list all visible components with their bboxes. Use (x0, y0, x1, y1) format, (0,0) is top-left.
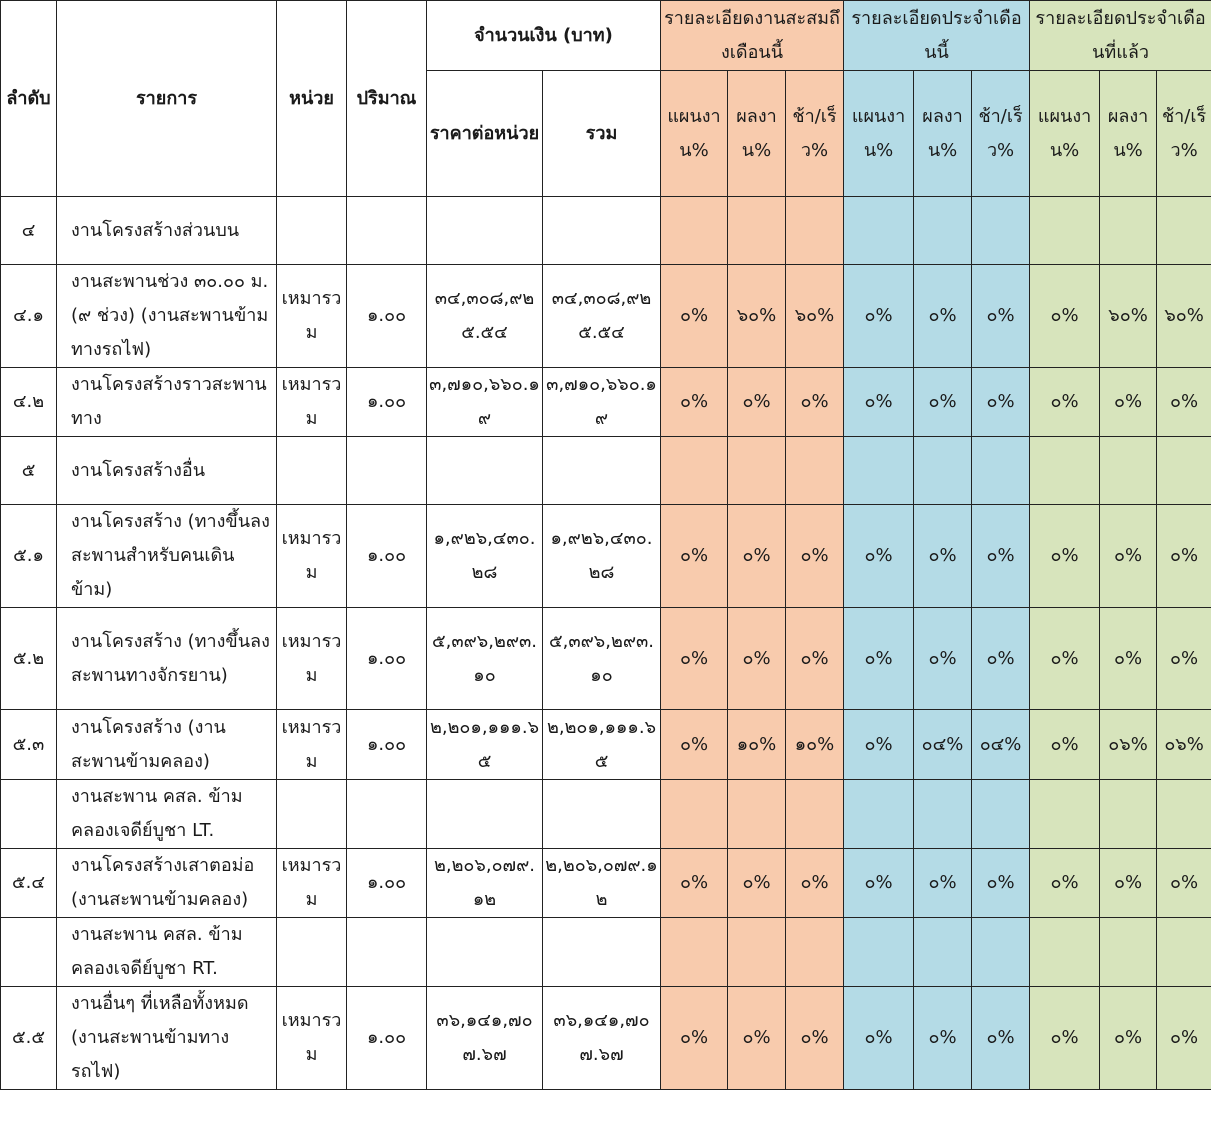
table-header (1, 1, 1211, 197)
cell-total: ๓,๗๑๐,๖๖๐.๑๙ (543, 368, 661, 437)
cell-cumulative-result: ๐% (728, 608, 786, 710)
cell-item: งานสะพาน คสล. ข้ามคลองเจดีย์บูชา RT. (57, 918, 277, 987)
header-item: รายการ (57, 1, 277, 197)
table-row (1, 265, 1211, 368)
cell-last-month-result: ๐% (1100, 987, 1157, 1090)
cell-unit (277, 780, 347, 849)
header-this-month-result: ผลงาน% (914, 71, 972, 197)
cell-item: งานโครงสร้าง (ทางขึ้นลงสะพานทางจักรยาน) (57, 608, 277, 710)
cell-cumulative-diff (786, 918, 844, 987)
cell-last-month-diff (1157, 780, 1211, 849)
cell-cumulative-diff: ๐% (786, 505, 844, 608)
cell-no: ๕.๒ (1, 608, 57, 710)
cell-total: ๓๔,๓๐๘,๙๒๕.๕๔ (543, 265, 661, 368)
cell-item: งานสะพานช่วง ๓๐.๐๐ ม. (๙ ช่วง) (งานสะพานข้ามทางรถไฟ) (57, 265, 277, 368)
cell-this-month-result (914, 437, 972, 505)
cell-last-month-diff (1157, 197, 1211, 265)
cell-qty: ๑.๐๐ (347, 987, 427, 1090)
cell-this-month-diff: ๐% (972, 505, 1030, 608)
header-last-month-result: ผลงาน% (1100, 71, 1157, 197)
table-row (1, 437, 1211, 505)
cell-this-month-diff (972, 437, 1030, 505)
cell-qty: ๑.๐๐ (347, 265, 427, 368)
cell-this-month-diff: ๐% (972, 265, 1030, 368)
cell-unit-price (427, 437, 543, 505)
cell-unit: เหมารวม (277, 849, 347, 918)
cell-cumulative-result: ๐% (728, 987, 786, 1090)
cell-cumulative-diff: ๖๐% (786, 265, 844, 368)
table-row (1, 608, 1211, 710)
cell-qty (347, 780, 427, 849)
cell-this-month-diff (972, 780, 1030, 849)
cell-last-month-diff: ๐% (1157, 987, 1211, 1090)
cell-cumulative-diff: ๐% (786, 368, 844, 437)
cell-item: งานสะพาน คสล. ข้ามคลองเจดีย์บูชา LT. (57, 780, 277, 849)
cell-this-month-result (914, 918, 972, 987)
header-group-this-month: รายละเอียดประจำเดือนนี้ (844, 1, 1030, 71)
cell-qty: ๑.๐๐ (347, 608, 427, 710)
cell-last-month-plan (1030, 918, 1100, 987)
cell-unit-price: ๒,๒๐๑,๑๑๑.๖๕ (427, 710, 543, 780)
cell-cumulative-diff: ๐% (786, 987, 844, 1090)
cell-last-month-result (1100, 197, 1157, 265)
cell-unit: เหมารวม (277, 608, 347, 710)
cell-no: ๕.๕ (1, 987, 57, 1090)
cell-last-month-result: ๐% (1100, 849, 1157, 918)
cell-last-month-result: ๐๖% (1100, 710, 1157, 780)
cell-cumulative-result (728, 197, 786, 265)
cell-qty: ๑.๐๐ (347, 505, 427, 608)
cell-unit-price (427, 197, 543, 265)
cell-this-month-plan: ๐% (844, 710, 914, 780)
cell-qty (347, 918, 427, 987)
cell-this-month-result: ๐% (914, 608, 972, 710)
cell-last-month-plan (1030, 437, 1100, 505)
cell-last-month-plan: ๐% (1030, 987, 1100, 1090)
cell-cumulative-result: ๑๐% (728, 710, 786, 780)
table-row (1, 849, 1211, 918)
cell-total: ๕,๓๙๖,๒๙๓.๑๐ (543, 608, 661, 710)
cell-total: ๒,๒๐๑,๑๑๑.๖๕ (543, 710, 661, 780)
cell-total (543, 780, 661, 849)
cell-last-month-diff: ๐% (1157, 368, 1211, 437)
cell-unit (277, 437, 347, 505)
cell-this-month-diff (972, 197, 1030, 265)
cell-this-month-plan: ๐% (844, 849, 914, 918)
cell-this-month-plan: ๐% (844, 987, 914, 1090)
cell-no (1, 780, 57, 849)
cell-total (543, 437, 661, 505)
cell-cumulative-plan (661, 197, 728, 265)
cell-last-month-plan: ๐% (1030, 505, 1100, 608)
cell-last-month-result: ๐% (1100, 505, 1157, 608)
cell-unit: เหมารวม (277, 368, 347, 437)
header-this-month-diff: ช้า/เร็ว% (972, 71, 1030, 197)
cell-item: งานโครงสร้างเสาตอม่อ (งานสะพานข้ามคลอง) (57, 849, 277, 918)
cell-this-month-result (914, 780, 972, 849)
cell-no: ๔.๒ (1, 368, 57, 437)
header-cumulative-result: ผลงาน% (728, 71, 786, 197)
cell-cumulative-result: ๐% (728, 368, 786, 437)
cell-unit (277, 197, 347, 265)
table-row (1, 505, 1211, 608)
cell-this-month-diff: ๐% (972, 368, 1030, 437)
table-row (1, 710, 1211, 780)
cell-cumulative-diff (786, 197, 844, 265)
cell-unit: เหมารวม (277, 265, 347, 368)
cell-qty (347, 437, 427, 505)
cell-this-month-plan (844, 437, 914, 505)
cell-cumulative-result (728, 437, 786, 505)
cell-item: งานอื่นๆ ที่เหลือทั้งหมด (งานสะพานข้ามทางรถไฟ) (57, 987, 277, 1090)
cell-unit: เหมารวม (277, 505, 347, 608)
cell-this-month-plan: ๐% (844, 505, 914, 608)
cell-last-month-diff: ๐% (1157, 608, 1211, 710)
header-cumulative-plan: แผนงาน% (661, 71, 728, 197)
cell-no: ๕.๔ (1, 849, 57, 918)
cell-unit-price: ๒,๒๐๖,๐๗๙.๑๒ (427, 849, 543, 918)
cell-cumulative-plan: ๐% (661, 505, 728, 608)
cell-cumulative-diff: ๑๐% (786, 710, 844, 780)
table-row (1, 780, 1211, 849)
cell-no: ๕.๑ (1, 505, 57, 608)
cell-this-month-result: ๐% (914, 849, 972, 918)
cell-total: ๓๖,๑๔๑,๗๐๗.๖๗ (543, 987, 661, 1090)
cell-cumulative-result (728, 780, 786, 849)
cell-no: ๔ (1, 197, 57, 265)
cell-qty: ๑.๐๐ (347, 368, 427, 437)
cell-this-month-result: ๐๔% (914, 710, 972, 780)
cell-no (1, 918, 57, 987)
cell-last-month-plan: ๐% (1030, 608, 1100, 710)
cell-last-month-result (1100, 437, 1157, 505)
cell-total: ๒,๒๐๖,๐๗๙.๑๒ (543, 849, 661, 918)
header-last-month-diff: ช้า/เร็ว% (1157, 71, 1211, 197)
cell-unit-price: ๓๖,๑๔๑,๗๐๗.๖๗ (427, 987, 543, 1090)
cell-last-month-result: ๐% (1100, 368, 1157, 437)
table-row (1, 918, 1211, 987)
cell-cumulative-result: ๐% (728, 849, 786, 918)
header-qty: ปริมาณ (347, 1, 427, 197)
cell-this-month-diff: ๐% (972, 987, 1030, 1090)
cell-cumulative-result: ๐% (728, 505, 786, 608)
cell-last-month-diff (1157, 918, 1211, 987)
header-group-last-month: รายละเอียดประจำเดือนที่แล้ว (1030, 1, 1211, 71)
cell-last-month-result: ๖๐% (1100, 265, 1157, 368)
cell-unit-price (427, 918, 543, 987)
cell-qty: ๑.๐๐ (347, 849, 427, 918)
header-total: รวม (543, 71, 661, 197)
cell-cumulative-result (728, 918, 786, 987)
header-amount: จำนวนเงิน (บาท) (427, 1, 661, 71)
cell-this-month-result (914, 197, 972, 265)
header-group-cumulative: รายละเอียดงานสะสมถึงเดือนนี้ (661, 1, 844, 71)
cell-unit-price (427, 780, 543, 849)
cell-unit-price: ๑,๙๒๖,๔๓๐.๒๘ (427, 505, 543, 608)
cell-last-month-plan (1030, 780, 1100, 849)
cell-last-month-plan: ๐% (1030, 849, 1100, 918)
cell-cumulative-plan: ๐% (661, 710, 728, 780)
cell-unit-price: ๓๔,๓๐๘,๙๒๕.๕๔ (427, 265, 543, 368)
cell-unit (277, 918, 347, 987)
cell-last-month-diff (1157, 437, 1211, 505)
table-body (1, 197, 1211, 1090)
cell-this-month-diff: ๐% (972, 608, 1030, 710)
cell-unit-price: ๕,๓๙๖,๒๙๓.๑๐ (427, 608, 543, 710)
table-row (1, 987, 1211, 1090)
cell-this-month-result: ๐% (914, 265, 972, 368)
cell-this-month-diff: ๐% (972, 849, 1030, 918)
cell-unit: เหมารวม (277, 710, 347, 780)
cell-qty (347, 197, 427, 265)
cell-last-month-plan: ๐% (1030, 710, 1100, 780)
cell-last-month-result (1100, 780, 1157, 849)
cell-last-month-diff: ๐% (1157, 849, 1211, 918)
cell-cumulative-diff (786, 437, 844, 505)
cell-cumulative-plan (661, 437, 728, 505)
cell-cumulative-plan: ๐% (661, 849, 728, 918)
cell-this-month-result: ๐% (914, 368, 972, 437)
cell-no: ๔.๑ (1, 265, 57, 368)
table-row (1, 368, 1211, 437)
cell-no: ๕.๓ (1, 710, 57, 780)
cell-cumulative-plan (661, 780, 728, 849)
header-unit: หน่วย (277, 1, 347, 197)
cell-unit-price: ๓,๗๑๐,๖๖๐.๑๙ (427, 368, 543, 437)
cell-cumulative-result: ๖๐% (728, 265, 786, 368)
cell-this-month-plan (844, 780, 914, 849)
cell-total (543, 197, 661, 265)
cell-cumulative-plan: ๐% (661, 368, 728, 437)
cell-no: ๕ (1, 437, 57, 505)
table-row (1, 197, 1211, 265)
cell-last-month-plan: ๐% (1030, 368, 1100, 437)
cell-last-month-result (1100, 918, 1157, 987)
header-this-month-plan: แผนงาน% (844, 71, 914, 197)
cell-last-month-result: ๐% (1100, 608, 1157, 710)
cell-this-month-diff (972, 918, 1030, 987)
cell-last-month-diff: ๐% (1157, 505, 1211, 608)
cell-item: งานโครงสร้างอื่น (57, 437, 277, 505)
cell-this-month-plan: ๐% (844, 265, 914, 368)
cell-item: งานโครงสร้าง (ทางขึ้นลงสะพานสำหรับคนเดินข้าม) (57, 505, 277, 608)
cell-this-month-plan (844, 197, 914, 265)
cell-qty: ๑.๐๐ (347, 710, 427, 780)
cell-cumulative-diff: ๐% (786, 608, 844, 710)
cell-cumulative-plan (661, 918, 728, 987)
cell-this-month-plan (844, 918, 914, 987)
cell-last-month-plan (1030, 197, 1100, 265)
cell-item: งานโครงสร้าง (งานสะพานข้ามคลอง) (57, 710, 277, 780)
header-unit-price: ราคาต่อหน่วย (427, 71, 543, 197)
cell-item: งานโครงสร้างส่วนบน (57, 197, 277, 265)
cell-cumulative-diff (786, 780, 844, 849)
cell-this-month-diff: ๐๔% (972, 710, 1030, 780)
cell-total: ๑,๙๒๖,๔๓๐.๒๘ (543, 505, 661, 608)
cell-cumulative-plan: ๐% (661, 987, 728, 1090)
header-cumulative-diff: ช้า/เร็ว% (786, 71, 844, 197)
cell-this-month-result: ๐% (914, 987, 972, 1090)
cell-this-month-result: ๐% (914, 505, 972, 608)
cell-cumulative-diff: ๐% (786, 849, 844, 918)
header-no: ลำดับ (1, 1, 57, 197)
cell-cumulative-plan: ๐% (661, 608, 728, 710)
cell-total (543, 918, 661, 987)
cell-last-month-diff: ๖๐% (1157, 265, 1211, 368)
cell-item: งานโครงสร้างราวสะพานทาง (57, 368, 277, 437)
header-last-month-plan: แผนงาน% (1030, 71, 1100, 197)
cell-cumulative-plan: ๐% (661, 265, 728, 368)
cell-this-month-plan: ๐% (844, 608, 914, 710)
cell-unit: เหมารวม (277, 987, 347, 1090)
cell-last-month-plan: ๐% (1030, 265, 1100, 368)
cell-this-month-plan: ๐% (844, 368, 914, 437)
cell-last-month-diff: ๐๖% (1157, 710, 1211, 780)
